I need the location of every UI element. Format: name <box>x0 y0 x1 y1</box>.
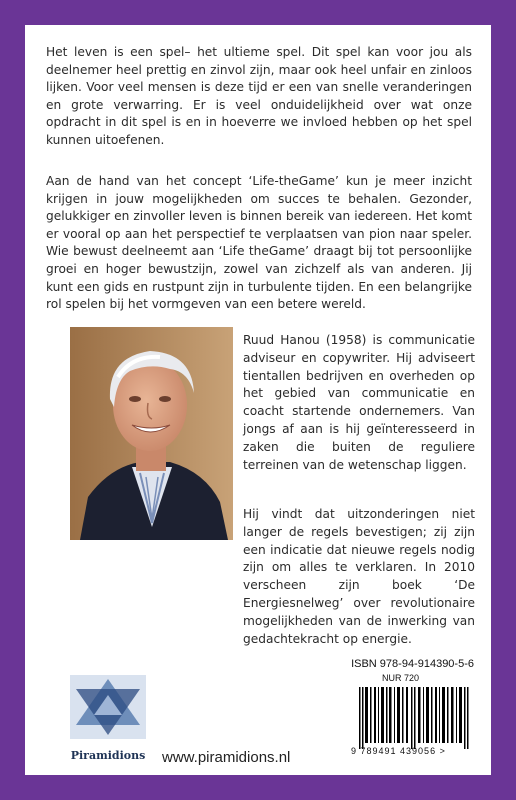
publisher-name: Piramidions <box>70 749 146 762</box>
author-photo <box>70 327 233 540</box>
author-bio-1: Ruud Hanou (1958) is communicatie adviseur en copywriter. Hij adviseert tientallen bedrijven en overheden op het gebied van communicatie en coacht startende ondernemers. Van jongs af aan is hij geïnteresseerd in zaken die buiten de reguliere terreinen van de wetenschap liggen. <box>243 333 475 472</box>
intro-paragraph-2: Aan de hand van het concept ‘Life-theGame’ kun je meer inzicht krijgen in jouw mogelijkheden om succes te behalen. Gezonder, gelukkiger en zinvoller leven is binnen bereik van iedereen. Het komt er vooral op aan het perspectief te verplaatsen van pion naar speler. Wie bewust deelneemt aan ‘Life theGame’ draagt bij tot persoonlijke groei en hoger bewustzijn, zowel van zichzelf als van anderen. Jij kunt een gids en rustpunt zijn in turbulente tijden. En een belangrijke rol spelen bij het vormgeven van een betere wereld. <box>46 174 472 312</box>
publisher-logo <box>70 675 146 739</box>
star-of-david-logo-icon <box>70 675 146 739</box>
nur-text: NUR 720 <box>382 673 420 683</box>
isbn-text: ISBN 978-94-914390-5-6 <box>351 658 474 670</box>
author-bio-2: Hij vindt dat uitzonderingen niet langer de regels bevestigen; zij zijn een indicatie dat nieuwe regels nodig zijn om alles te verklaren. In 2010 verscheen zijn boek ‘De Energiesnelweg’ over revolutionaire mogelijkheden van de inwerking van gedachtekracht op energie. <box>243 507 475 646</box>
intro-paragraph-1: Het leven is een spel– het ultieme spel. Dit spel kan voor jou als deelnemer heel prettig en zinvol zijn, maar ook heel unfair en zinloos lijken. Voor veel mensen is deze tijd er een van snelle veranderingen en grote verwarring. Er is veel onduidelijkheid over wat onze opdracht in dit spel is en in hoeverre we invloed hebben op het spel kunnen uitoefenen. <box>46 45 472 147</box>
barcode-digits: 9 789491 439056 > <box>351 746 446 756</box>
back-cover <box>25 25 491 775</box>
publisher-website[interactable]: www.piramidions.nl <box>162 749 291 766</box>
barcode <box>353 687 481 749</box>
